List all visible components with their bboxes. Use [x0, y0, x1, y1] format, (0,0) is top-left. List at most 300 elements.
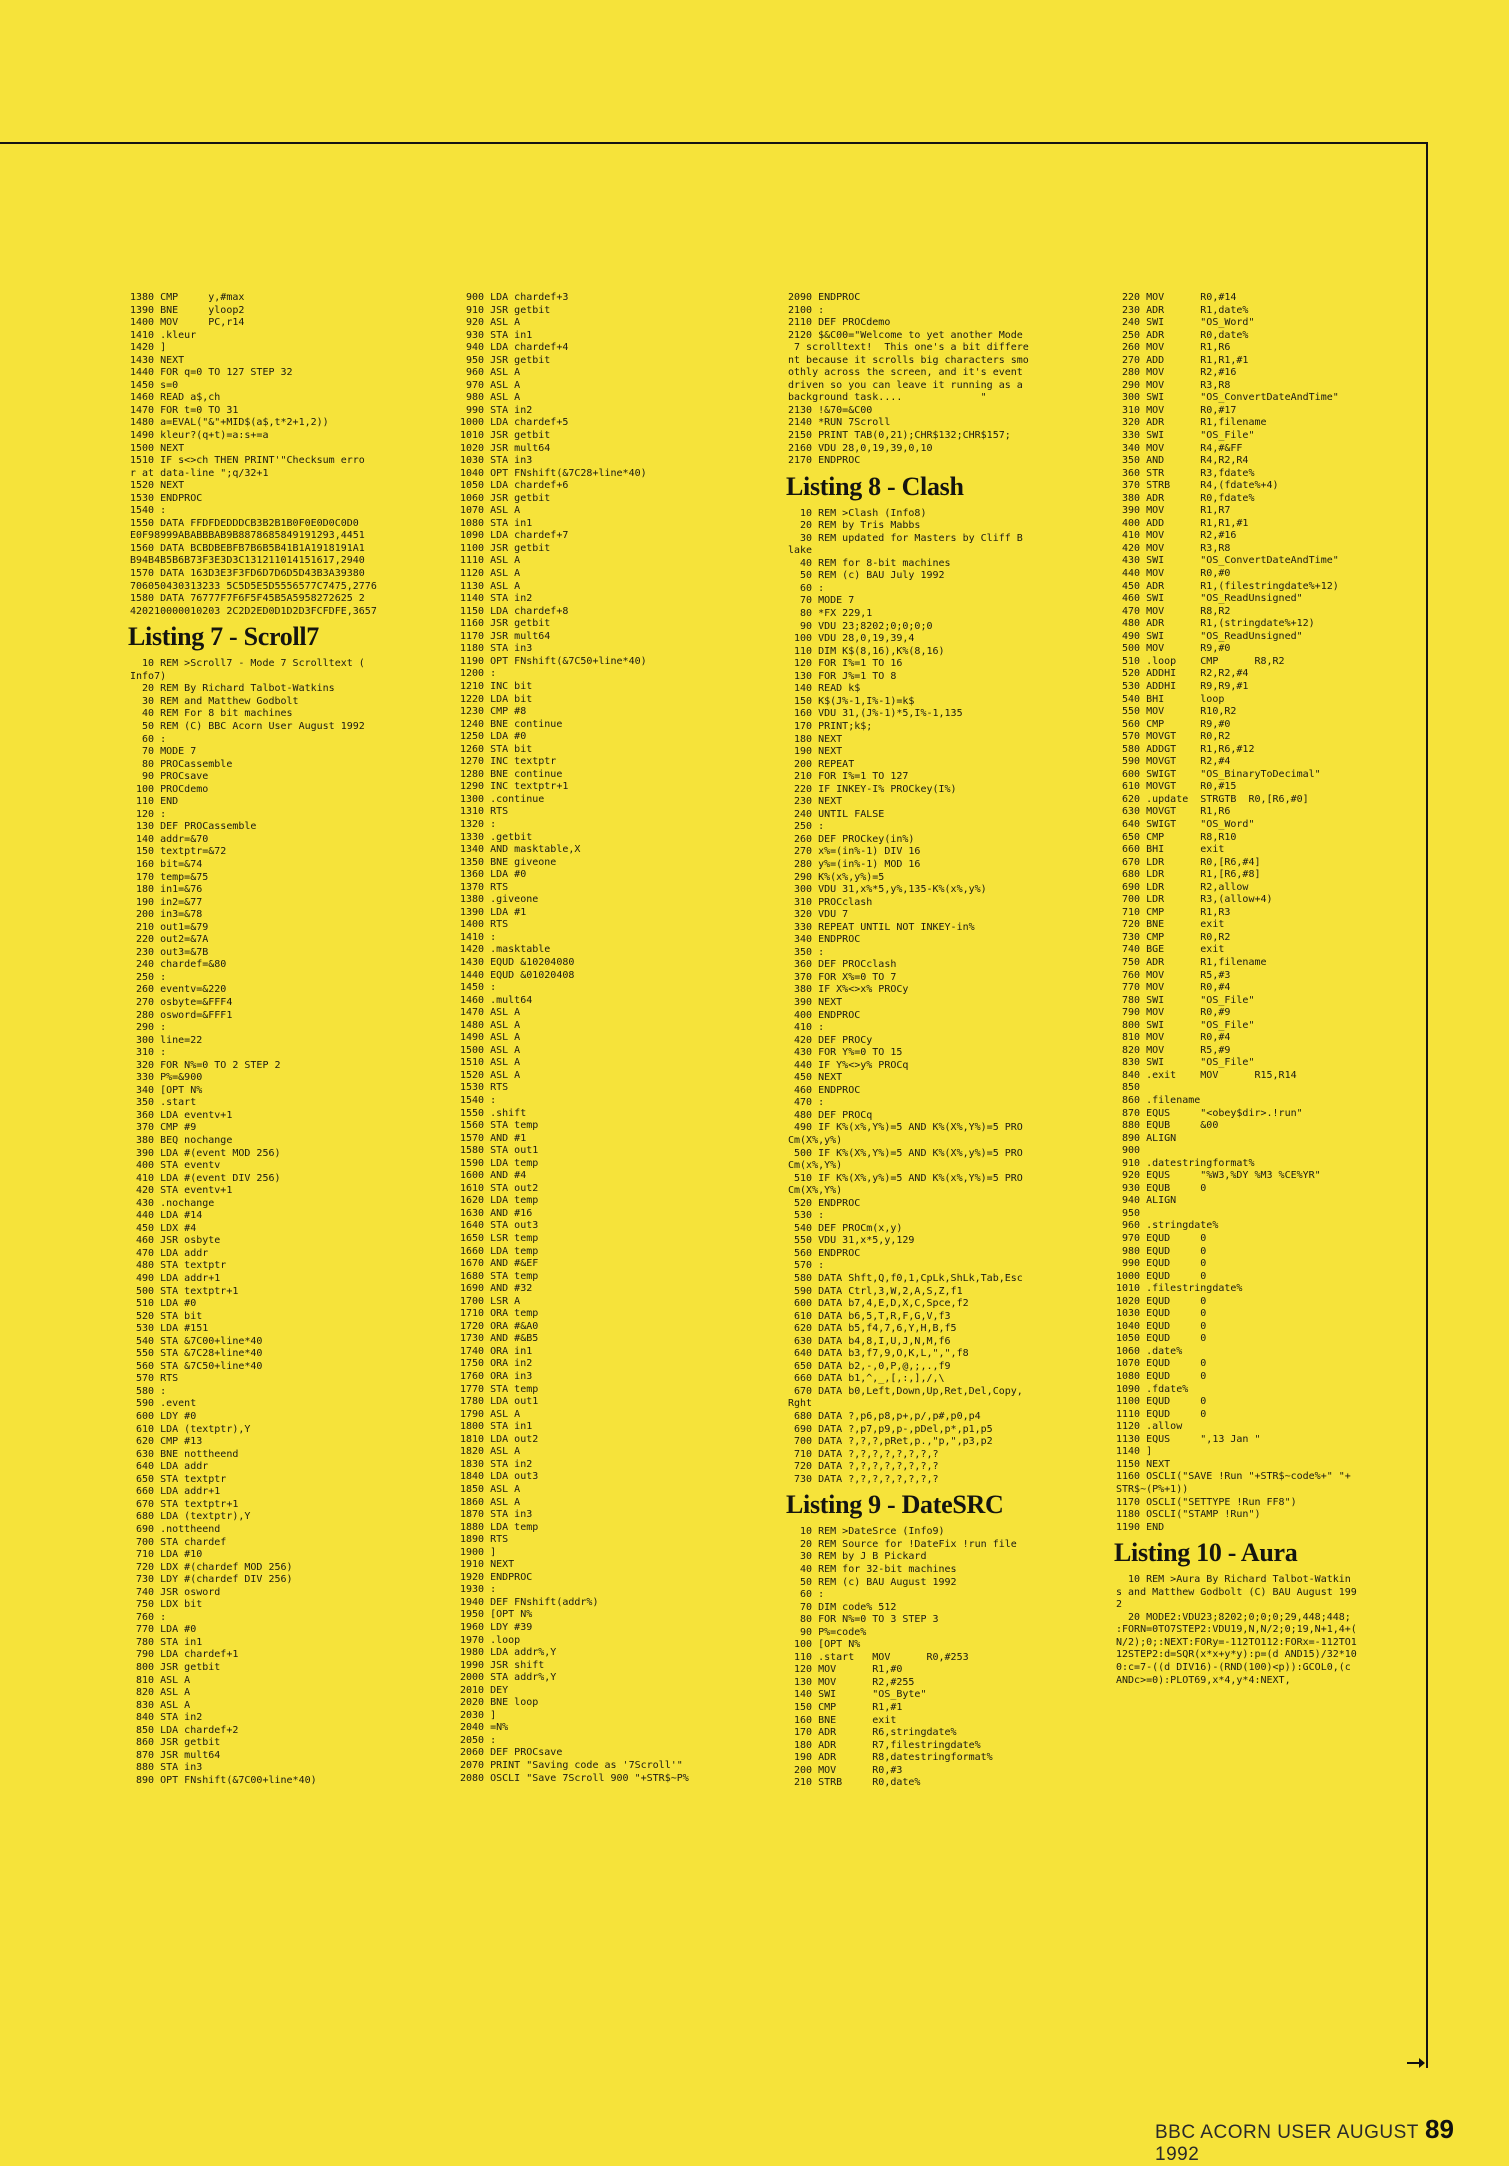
code-line: 1170 JSR mult64: [460, 630, 551, 642]
code-line: 1900 ]: [460, 1546, 497, 1558]
code-line: 2150 PRINT TAB(0,21);CHR$132;CHR$157;: [788, 430, 1011, 442]
code-line: 620 DATA b5,f4,7,6,Y,H,B,f5: [788, 1323, 957, 1335]
code-line: 40 REM for 8-bit machines: [788, 557, 951, 569]
code-line: 20 REM By Richard Talbot-Watkins: [130, 683, 335, 695]
code-line: Cm(x%,Y%): [788, 1160, 843, 1172]
code-line: 300 line=22: [130, 1034, 203, 1046]
code-line: 610 DATA b6,5,T,R,F,G,V,f3: [788, 1310, 951, 1322]
code-line: 450 NEXT: [788, 1072, 843, 1084]
code-line: 710 CMP R1,R3: [1116, 906, 1231, 918]
code-line: 680 DATA ?,p6,p8,p+,p/,p#,p0,p4: [788, 1411, 981, 1423]
code-line: 530 ADDHI R9,R9,#1: [1116, 680, 1249, 692]
code-line: 250 :: [130, 971, 167, 983]
code-line: 1010 .filestringdate%: [1116, 1283, 1243, 1295]
code-line: 12STEP2:d=SQR(x*x+y*y):p=(d AND15)/32*10: [1116, 1649, 1357, 1661]
listing-column-3: [788, 292, 1108, 1790]
code-line: 1080 STA in1: [460, 517, 533, 529]
code-line: 1000 LDA chardef+5: [460, 417, 569, 429]
code-line: 1490 kleur?(q+t)=a:s+=a: [130, 430, 269, 442]
code-line: 650 CMP R8,R10: [1116, 831, 1237, 843]
code-line: 760 MOV R5,#3: [1116, 969, 1231, 981]
code-line: 2060 DEF PROCsave: [460, 1747, 563, 1759]
code-line: 1470 ASL A: [460, 1007, 521, 1019]
code-line: 1460 .mult64: [460, 994, 533, 1006]
code-line: 260 MOV R1,R6: [1116, 342, 1231, 354]
code-line: 1650 LSR temp: [460, 1233, 539, 1245]
code-line: 1150 LDA chardef+8: [460, 605, 569, 617]
code-line: 770 MOV R0,#4: [1116, 982, 1231, 994]
code-line: 490 SWI "OS_ReadUnsigned": [1116, 630, 1303, 642]
code-line: 250 ADR R0,date%: [1116, 329, 1249, 341]
code-line: nt because it scrolls big characters smo: [788, 354, 1029, 366]
code-line: 1510 IF s<>ch THEN PRINT'"Checksum erro: [130, 455, 365, 467]
code-line: 110 DIM K$(8,16),K%(8,16): [788, 645, 945, 657]
code-line: 20 REM Source for !DateFix !run file: [788, 1538, 1017, 1550]
code-line: 880 STA in3: [130, 1762, 203, 1774]
code-line: 1790 ASL A: [460, 1408, 521, 1420]
code-line: 840 .exit MOV R15,R14: [1116, 1069, 1297, 1081]
code-line: 1110 ASL A: [460, 555, 521, 567]
code-line: 880 EQUB &00: [1116, 1120, 1219, 1132]
code-line: 290 :: [130, 1022, 167, 1034]
code-line: 1150 NEXT: [1116, 1458, 1171, 1470]
code-line: 350 AND R4,R2,R4: [1116, 455, 1249, 467]
code-line: 10 REM >Clash (Info8): [788, 507, 927, 519]
code-line: 2: [1116, 1599, 1123, 1611]
code-line: 10 REM >Scroll7 - Mode 7 Scrolltext (: [130, 658, 365, 670]
code-line: 1950 [OPT N%: [460, 1609, 533, 1621]
code-line: 740 JSR osword: [130, 1586, 221, 1598]
code-line: 1510 ASL A: [460, 1057, 521, 1069]
code-line: 840 STA in2: [130, 1712, 203, 1724]
continue-arrow-icon: [1407, 2058, 1425, 2068]
code-line: 790 MOV R0,#9: [1116, 1007, 1231, 1019]
code-line: 1960 LDY #39: [460, 1621, 533, 1633]
code-line: 850: [1116, 1082, 1141, 1094]
code-line: 230 out3=&7B: [130, 946, 209, 958]
code-line: 280 osword=&FFF1: [130, 1009, 233, 1021]
code-line: 390 NEXT: [788, 996, 843, 1008]
code-line: 1860 ASL A: [460, 1496, 521, 1508]
code-line: 930 EQUB 0: [1116, 1182, 1207, 1194]
code-line: 1440 EQUD &01020408: [460, 969, 575, 981]
code-line: 260 DEF PROCkey(in%): [788, 833, 915, 845]
code-line: 1940 DEF FNshift(addr%): [460, 1596, 599, 1608]
code-line: 560 ENDPROC: [788, 1247, 861, 1259]
code-line: 260 eventv=&220: [130, 984, 227, 996]
code-line: 140 READ k$: [788, 683, 861, 695]
code-line: 830 SWI "OS_File": [1116, 1057, 1255, 1069]
code-line: 520 ADDHI R2,R2,#4: [1116, 668, 1249, 680]
code-line: 750 LDX bit: [130, 1599, 203, 1611]
code-line: 720 DATA ?,?,?,?,?,?,?,?: [788, 1461, 939, 1473]
code-line: 1570 DATA 163D3E3F3FD6D7D6D5D43B3A39380: [130, 568, 365, 580]
code-line: 1610 STA out2: [460, 1182, 539, 1194]
code-line: 180 in1=&76: [130, 884, 203, 896]
code-line: 30 REM by J B Pickard: [788, 1551, 927, 1563]
code-line: 190 in2=&77: [130, 896, 203, 908]
code-line: 130 DEF PROCassemble: [130, 821, 257, 833]
code-line: 420 STA eventv+1: [130, 1185, 233, 1197]
code-line: 1140 ]: [1116, 1446, 1153, 1458]
page-footer: [1155, 2112, 1455, 2165]
code-line: 520 ENDPROC: [788, 1197, 861, 1209]
code-line: 640 SWIGT "OS_Word": [1116, 818, 1255, 830]
code-line: 1910 NEXT: [460, 1559, 515, 1571]
code-line: 1030 EQUD 0: [1116, 1308, 1207, 1320]
code-line: 1850 ASL A: [460, 1483, 521, 1495]
code-line: 290 MOV R3,R8: [1116, 379, 1231, 391]
code-line: 120 MOV R1,#0: [788, 1664, 903, 1676]
code-line: 310 PROCclash: [788, 896, 873, 908]
code-line: 1070 EQUD 0: [1116, 1358, 1207, 1370]
code-line: 290 K%(x%,y%)=5: [788, 871, 885, 883]
code-line: 1420 ]: [130, 342, 167, 354]
code-line: 380 ADR R0,fdate%: [1116, 492, 1255, 504]
code-line: 450 LDX #4: [130, 1222, 197, 1234]
code-line: 1550 .shift: [460, 1107, 527, 1119]
code-line: 650 DATA b2,-,0,P,@,;,.,f9: [788, 1360, 951, 1372]
code-line: 2030 ]: [460, 1709, 497, 1721]
code-line: 440 IF Y%<>y% PROCq: [788, 1059, 909, 1071]
code-line: 200 REPEAT: [788, 758, 855, 770]
code-line: 680 LDA (textptr),Y: [130, 1511, 251, 1523]
code-line: 780 SWI "OS_File": [1116, 994, 1255, 1006]
code-line: 1680 STA temp: [460, 1270, 539, 1282]
code-line: 710 LDA #10: [130, 1549, 203, 1561]
code-line: 270 x%=(in%-1) DIV 16: [788, 846, 921, 858]
code-line: 50 REM (c) BAU August 1992: [788, 1576, 957, 1588]
code-line: 180 ADR R7,filestringdate%: [788, 1739, 981, 1751]
code-line: ANDc>=0):PLOT69,x*4,y*4:NEXT,: [1116, 1674, 1291, 1686]
code-line: 1670 AND #&EF: [460, 1258, 539, 1270]
code-line: 670 LDR R0,[R6,#4]: [1116, 856, 1261, 868]
listing-heading: Listing 9 - DateSRC: [786, 1490, 1004, 1520]
code-line: 810 MOV R0,#4: [1116, 1032, 1231, 1044]
code-line: 920 ASL A: [460, 317, 521, 329]
code-line: 870 JSR mult64: [130, 1749, 221, 1761]
listing-heading: Listing 8 - Clash: [786, 471, 964, 501]
code-line: 1420 .masktable: [460, 944, 551, 956]
code-line: 340 ENDPROC: [788, 934, 861, 946]
code-line: 2160 VDU 28,0,19,39,0,10: [788, 442, 933, 454]
code-line: 1480 a=EVAL("&"+MID$(a$,t*2+1,2)): [130, 417, 329, 429]
code-line: 430 FOR Y%=0 TO 15: [788, 1047, 903, 1059]
code-line: 190 ADR R8,datestringformat%: [788, 1752, 993, 1764]
code-line: 10 REM >Aura By Richard Talbot-Watkin: [1116, 1574, 1351, 1586]
code-line: 1490 ASL A: [460, 1032, 521, 1044]
code-line: 370 FOR X%=0 TO 7: [788, 971, 897, 983]
code-line: 570 :: [788, 1260, 825, 1272]
code-line: 1620 LDA temp: [460, 1195, 539, 1207]
code-line: 730 CMP R0,R2: [1116, 931, 1231, 943]
top-rule: [0, 142, 1428, 144]
code-line: 1530 RTS: [460, 1082, 509, 1094]
code-line: 50 REM (c) BAU July 1992: [788, 570, 945, 582]
code-line: 80 FOR N%=0 TO 3 STEP 3: [788, 1614, 939, 1626]
code-line: 370 CMP #9: [130, 1122, 197, 1134]
code-line: 170 temp=&75: [130, 871, 209, 883]
code-line: 1230 CMP #8: [460, 706, 527, 718]
code-line: 710 DATA ?,?,?,?,?,?,?,?: [788, 1448, 939, 1460]
code-line: 120 :: [130, 808, 167, 820]
code-line: 1720 ORA #&A0: [460, 1320, 539, 1332]
code-line: 480 STA textptr: [130, 1260, 227, 1272]
code-line: 2010 DEY: [460, 1684, 509, 1696]
code-line: 2020 BNE loop: [460, 1697, 539, 1709]
code-line: Cm(X%,Y%): [788, 1185, 843, 1197]
code-line: 10 REM >DateSrce (Info9): [788, 1526, 945, 1538]
code-line: 70 MODE 7: [130, 746, 197, 758]
code-line: 1200 :: [460, 668, 497, 680]
code-line: 50 REM (C) BBC Acorn User August 1992: [130, 720, 365, 732]
code-line: 240 UNTIL FALSE: [788, 808, 885, 820]
code-line: 930 STA in1: [460, 329, 533, 341]
code-line: 1870 STA in3: [460, 1509, 533, 1521]
code-line: 1560 DATA BCBDBEBFB7B6B5B41B1A1918191A1: [130, 542, 365, 554]
code-line: 380 BEQ nochange: [130, 1135, 233, 1146]
code-line: othly across the screen, and it's event: [788, 367, 1023, 379]
code-line: 1630 AND #16: [460, 1207, 533, 1219]
code-line: 1320 :: [460, 818, 497, 830]
code-line: background task.... ": [788, 392, 987, 404]
code-line: 1070 ASL A: [460, 505, 521, 517]
code-line: 610 MOVGT R0,#15: [1116, 781, 1237, 793]
code-line: 2000 STA addr%,Y: [460, 1672, 557, 1684]
code-line: 630 BNE nottheend: [130, 1448, 239, 1460]
code-line: 110 END: [130, 796, 179, 808]
code-line: 1740 ORA in1: [460, 1345, 533, 1357]
code-line: 580 :: [130, 1385, 167, 1397]
code-line: 1570 AND #1: [460, 1132, 527, 1144]
code-line: 120 FOR I%=1 TO 16: [788, 658, 903, 670]
code-line: 1180 OSCLI("STAMP !Run"): [1116, 1509, 1261, 1521]
code-line: 550 MOV R10,R2: [1116, 706, 1237, 718]
code-line: 1770 STA temp: [460, 1383, 539, 1395]
code-line: 1020 JSR mult64: [460, 442, 551, 454]
code-line: 500 MOV R9,#0: [1116, 643, 1231, 655]
code-line: 1330 .getbit: [460, 831, 533, 843]
code-line: 1160 OSCLI("SAVE !Run "+STR$~code%+" "+: [1116, 1471, 1351, 1483]
code-line: 2070 PRINT "Saving code as '7Scroll'": [460, 1759, 683, 1771]
code-line: 2090 ENDPROC: [788, 292, 861, 303]
code-line: 360 STR R3,fdate%: [1116, 467, 1255, 479]
code-line: 210 STRB R0,date%: [788, 1777, 921, 1789]
code-line: 420 DEF PROCy: [788, 1034, 873, 1046]
code-line: 1290 INC textptr+1: [460, 781, 569, 793]
code-line: 480 ADR R1,(stringdate%+12): [1116, 618, 1315, 630]
code-line: 720 BNE exit: [1116, 919, 1225, 931]
code-line: 420 MOV R3,R8: [1116, 542, 1231, 554]
code-line: 130 MOV R2,#255: [788, 1676, 915, 1688]
code-line: 680 LDR R1,[R6,#8]: [1116, 869, 1261, 881]
code-line: 220 out2=&7A: [130, 934, 209, 946]
code-line: 190 NEXT: [788, 746, 843, 758]
code-line: 1710 ORA temp: [460, 1308, 539, 1320]
code-line: 890 ALIGN: [1116, 1132, 1177, 1144]
code-line: 600 DATA b7,4,E,D,X,C,Spce,f2: [788, 1298, 969, 1310]
code-line: 150 CMP R1,#1: [788, 1701, 903, 1713]
code-line: 600 LDY #0: [130, 1411, 197, 1423]
code-line: 1390 LDA #1: [460, 906, 527, 918]
code-line: lake: [788, 545, 813, 557]
listing-heading: Listing 7 - Scroll7: [128, 622, 320, 652]
code-line: 150 textptr=&72: [130, 846, 227, 858]
code-line: 250 :: [788, 821, 825, 833]
code-line: 450 ADR R1,(filestringdate%+12): [1116, 580, 1339, 592]
code-line: 1350 BNE giveone: [460, 856, 557, 868]
code-line: 320 VDU 7: [788, 909, 849, 921]
code-line: 530 LDA #151: [130, 1323, 209, 1335]
code-line: 660 LDA addr+1: [130, 1486, 221, 1498]
code-line: 1360 LDA #0: [460, 869, 527, 881]
code-line: 70 MODE 7: [788, 595, 855, 607]
code-line: 500 STA textptr+1: [130, 1285, 239, 1297]
code-line: 590 DATA Ctrl,3,W,2,A,S,Z,f1: [788, 1285, 963, 1297]
code-line: :FORN=0TO7STEP2:VDU19,N,N/2;0;19,N+1,4+(: [1116, 1624, 1357, 1636]
code-line: 920 EQUS "%W3,%DY %M3 %CE%YR": [1116, 1170, 1321, 1182]
code-line: 200 in3=&78: [130, 909, 203, 921]
code-line: 1240 BNE continue: [460, 718, 563, 730]
code-line: 1800 STA in1: [460, 1421, 533, 1433]
code-line: 220 IF INKEY-I% PROCkey(I%): [788, 783, 957, 795]
code-line: 40 REM for 32-bit machines: [788, 1563, 957, 1575]
code-line: 500 IF K%(X%,Y%)=5 AND K%(X%,y%)=5 PRO: [788, 1147, 1023, 1159]
code-line: 960 .stringdate%: [1116, 1220, 1219, 1232]
code-line: 1810 LDA out2: [460, 1433, 539, 1445]
code-line: 1120 .allow: [1116, 1421, 1183, 1433]
code-line: 100 PROCdemo: [130, 783, 209, 795]
code-line: 1060 JSR getbit: [460, 492, 551, 504]
code-line: 950: [1116, 1207, 1141, 1219]
code-line: 700 STA chardef: [130, 1536, 227, 1548]
code-line: 1390 BNE yloop2: [130, 304, 245, 316]
code-line: 1000 EQUD 0: [1116, 1270, 1207, 1282]
code-line: driven so you can leave it running as a: [788, 379, 1023, 391]
code-line: r at data-line ";q/32+1: [130, 467, 269, 479]
code-line: 2110 DEF PROCdemo: [788, 317, 891, 329]
code-line: 330 REPEAT UNTIL NOT INKEY-in%: [788, 921, 975, 933]
code-line: 1580 DATA 76777F7F6F5F45B5A5958272625 2: [130, 593, 365, 605]
code-line: 430 SWI "OS_ConvertDateAndTime": [1116, 555, 1339, 567]
code-line: 900 LDA chardef+3: [460, 292, 569, 303]
code-line: 640 DATA b3,f7,9,O,K,L,",",f8: [788, 1348, 969, 1360]
code-line: 610 LDA (textptr),Y: [130, 1423, 251, 1435]
code-line: 1480 ASL A: [460, 1019, 521, 1031]
code-line: 30 REM and Matthew Godbolt: [130, 695, 299, 707]
code-line: 1050 EQUD 0: [1116, 1333, 1207, 1345]
code-line: 690 .nottheend: [130, 1523, 221, 1535]
code-line: 540 STA &7C00+line*40: [130, 1335, 263, 1347]
code-line: 790 LDA chardef+1: [130, 1649, 239, 1661]
code-line: 1590 LDA temp: [460, 1157, 539, 1169]
code-line: 510 .loop CMP R8,R2: [1116, 655, 1285, 667]
code-line: 1100 JSR getbit: [460, 542, 551, 554]
code-line: 1020 EQUD 0: [1116, 1295, 1207, 1307]
code-line: 1970 .loop: [460, 1634, 521, 1646]
code-line: 1400 RTS: [460, 919, 509, 931]
code-line: 270 ADD R1,R1,#1: [1116, 354, 1249, 366]
code-line: 1460 READ a$,ch: [130, 392, 221, 404]
code-line: 1730 AND #&B5: [460, 1333, 539, 1345]
code-line: 60 :: [788, 1589, 825, 1601]
code-line: 1090 .fdate%: [1116, 1383, 1189, 1395]
code-line: 1100 EQUD 0: [1116, 1396, 1207, 1408]
code-line: 1260 STA bit: [460, 743, 533, 755]
code-line: 910 .datestringformat%: [1116, 1157, 1255, 1169]
code-line: 1560 STA temp: [460, 1120, 539, 1132]
code-line: Cm(X%,y%): [788, 1135, 843, 1146]
code-line: 80 PROCassemble: [130, 758, 233, 770]
code-line: 570 RTS: [130, 1373, 179, 1385]
code-line: 740 BGE exit: [1116, 944, 1225, 956]
code-line: 850 LDA chardef+2: [130, 1724, 239, 1736]
code-line: 990 STA in2: [460, 404, 533, 416]
code-line: 1920 ENDPROC: [460, 1571, 533, 1583]
code-line: 60 :: [130, 733, 167, 745]
code-line: 1190 END: [1116, 1521, 1165, 1533]
code-line: 330 SWI "OS_File": [1116, 430, 1255, 442]
code-line: 150 K$(J%-1,I%-1)=k$: [788, 695, 915, 707]
code-line: 1040 OPT FNshift(&7C28+line*40): [460, 467, 647, 479]
code-line: 730 DATA ?,?,?,?,?,?,?,?: [788, 1473, 939, 1485]
code-line: 540 DEF PROCm(x,y): [788, 1222, 903, 1234]
code-line: 810 ASL A: [130, 1674, 191, 1686]
code-line: 310 :: [130, 1047, 167, 1059]
code-line: 590 MOVGT R2,#4: [1116, 756, 1231, 768]
code-line: 700 DATA ?,?,?,pRet,p.,"p,",p3,p2: [788, 1436, 993, 1448]
code-line: 550 VDU 31,x*5,y,129: [788, 1235, 915, 1247]
code-line: 820 ASL A: [130, 1687, 191, 1699]
code-line: 410 LDA #(event DIV 256): [130, 1172, 281, 1184]
code-line: 410 MOV R2,#16: [1116, 530, 1237, 542]
code-line: 1980 LDA addr%,Y: [460, 1647, 557, 1659]
code-line: 760 :: [130, 1611, 167, 1623]
code-line: 1160 JSR getbit: [460, 618, 551, 630]
code-line: 1760 ORA in3: [460, 1371, 533, 1383]
code-line: 510 LDA #0: [130, 1298, 197, 1310]
code-line: 80 *FX 229,1: [788, 608, 873, 620]
code-line: 330 P%=&900: [130, 1072, 203, 1084]
code-line: 660 BHI exit: [1116, 844, 1225, 856]
code-line: 90 P%=code%: [788, 1626, 867, 1638]
code-line: 440 LDA #14: [130, 1210, 203, 1222]
code-line: 550 STA &7C28+line*40: [130, 1348, 263, 1360]
code-line: 380 IF X%<>x% PROCy: [788, 984, 909, 996]
code-line: 360 DEF PROCclash: [788, 959, 897, 971]
code-line: 1140 STA in2: [460, 593, 533, 605]
code-line: 1280 BNE continue: [460, 768, 563, 780]
code-line: 0:c=7-((d DIV16)-(RND(100)<p)):GCOL0,(c: [1116, 1661, 1351, 1673]
code-line: 1520 ASL A: [460, 1069, 521, 1081]
code-line: 340 [OPT N%: [130, 1084, 203, 1096]
code-line: 630 DATA b4,8,I,U,J,N,M,f6: [788, 1335, 951, 1347]
code-line: 2040 =N%: [460, 1722, 509, 1734]
code-line: 1430 EQUD &10204080: [460, 956, 575, 968]
code-line: 1440 FOR q=0 TO 127 STEP 32: [130, 367, 293, 379]
code-line: 230 ADR R1,date%: [1116, 304, 1249, 316]
code-line: 820 MOV R5,#9: [1116, 1044, 1231, 1056]
code-line: 970 ASL A: [460, 379, 521, 391]
code-line: 1580 STA out1: [460, 1145, 539, 1157]
code-line: 910 JSR getbit: [460, 304, 551, 316]
code-line: 1250 LDA #0: [460, 731, 527, 743]
code-line: 100 [OPT N%: [788, 1639, 861, 1651]
code-line: 360 LDA eventv+1: [130, 1109, 233, 1121]
code-line: 100 VDU 28,0,19,39,4: [788, 633, 915, 645]
code-line: 1410 :: [460, 931, 497, 943]
code-line: 40 REM For 8 bit machines: [130, 708, 293, 720]
